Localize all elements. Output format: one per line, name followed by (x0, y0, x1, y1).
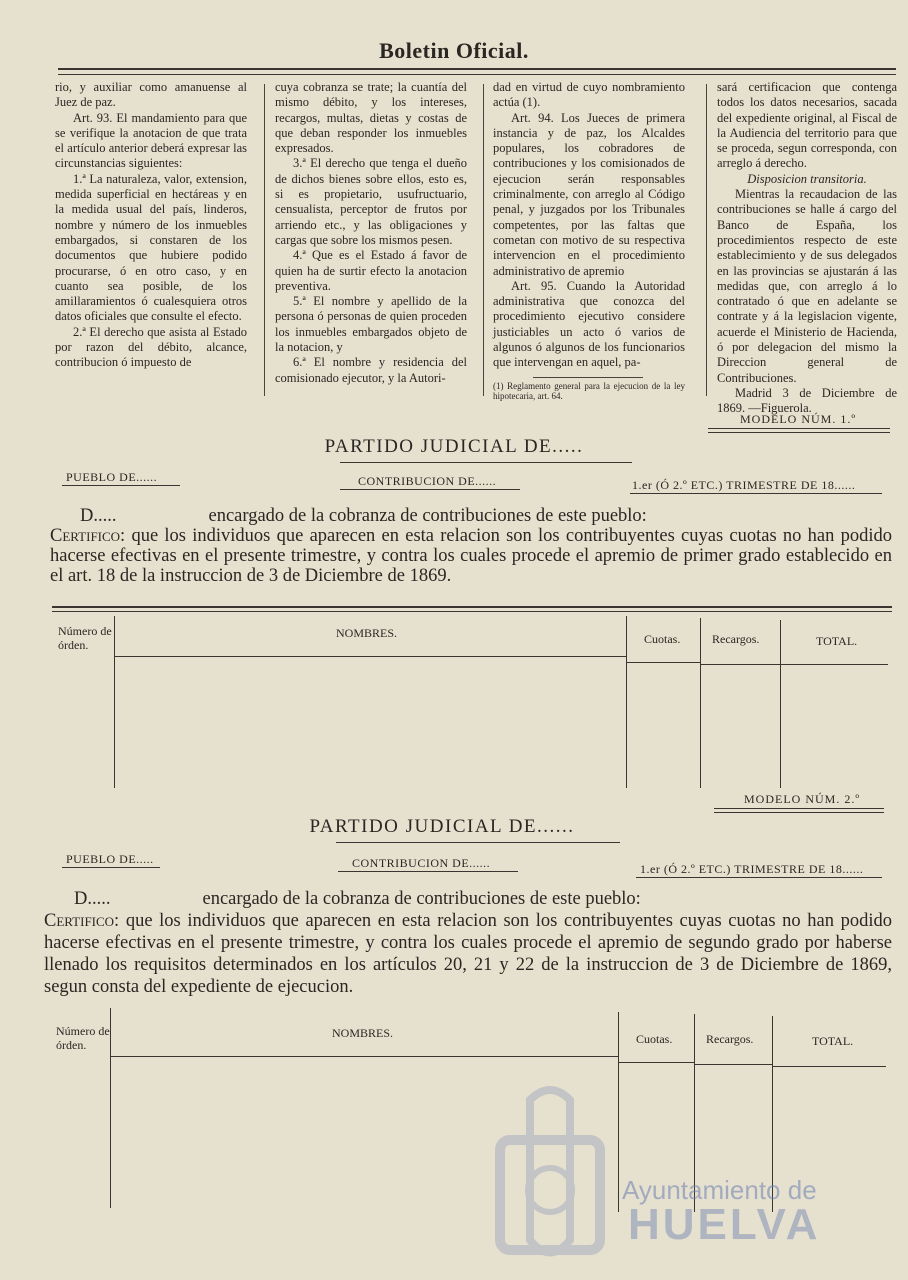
table-header-rule (780, 664, 888, 665)
paragraph: 3.ª El derecho que tenga el dueño de dichos bienes sobre ellos, esto es, si es propietario, usufructuario, censualista, perceptor de frutos por arriendo etc., y las obligaciones y cargas que sobre los mismos pesen. (275, 156, 467, 247)
paragraph: 2.ª El derecho que asista al Estado por razon del débito, alcance, contribucion ó impuesto de (55, 324, 247, 370)
table-header-rule (700, 664, 780, 665)
paragraph: dad en virtud de cuyo nombramiento actúa (1). (493, 80, 685, 110)
contribucion-rule (338, 871, 518, 872)
table-top-rule (52, 606, 892, 612)
contribucion-label: CONTRIBUCION DE...... (358, 474, 497, 488)
trimestre-label: 1.er (Ó 2.º ETC.) TRIMESTRE DE 18...... (632, 478, 856, 492)
watermark-line2: HUELVA (628, 1200, 821, 1249)
model-rule (714, 808, 884, 813)
certificate-text (50, 506, 892, 586)
watermark-line1: Ayuntamiento de (622, 1175, 817, 1205)
masthead-rule (58, 68, 896, 75)
paragraph: cuya cobranza se trate; la cuantía del mismo débito, y los intereses, recargos, multas, dietas y costas de que deban responder los inmuebles expresados. (275, 80, 467, 156)
table-column-line (114, 616, 115, 788)
col-total: TOTAL. (812, 1034, 854, 1048)
table-column-line (700, 618, 701, 788)
trimestre-rule (630, 493, 882, 494)
encargado-text: encargado de la cobranza de contribuciones de este pueblo: (202, 889, 641, 909)
col-cuotas: Cuotas. (644, 632, 681, 646)
table-header-rule (772, 1066, 886, 1067)
paragraph: Art. 93. El mandamiento para que se verifique la anotacion de que trata el artículo anterior deberá expresar las circunstancias siguientes: (55, 110, 247, 171)
footnote: (1) Reglamento general para la ejecucion de la ley hipotecaria, art. 64. (493, 380, 685, 401)
pueblo-rule (62, 867, 160, 868)
table-column-line (626, 616, 627, 788)
model-rule (708, 428, 890, 433)
certificate-body: que los individuos que aparecen en esta relacion son los contribuyentes cuyas cuotas no han podido hacerse efectivas en el presente trimestre, y contra los cuales procede el apremio de primer grado establecido en el art. 18 de la instruccion de 3 de Diciembre de 1869. (50, 526, 892, 586)
col-nombres: NOMBRES. (332, 1026, 394, 1040)
article-columns (55, 80, 897, 416)
col-numero-orden: Número de órden. (56, 1024, 110, 1052)
trimestre-rule (636, 877, 882, 878)
column-3 (493, 80, 685, 400)
certificate-body: que los individuos que aparecen en esta relacion son los contribuyentes cuyas cuotas no han podido hacerse efectivas en el presente trimestre, y contra los cuales procede el apremio de segundo grado por haberse llenado los requisitos determinados en los artículos 20, 21 y 22 de la instruccion de 3 de Diciembre de 1869, segun consta del expediente de ejecucion. (44, 911, 892, 997)
trimestre-label: 1.er (Ó 2.º ETC.) TRIMESTRE DE 18...... (640, 862, 864, 876)
table-header-rule (114, 656, 626, 657)
column-4 (717, 80, 897, 416)
certifico-label: Certifico: (50, 526, 126, 546)
col-nombres: NOMBRES. (336, 626, 398, 640)
d-placeholder: D..... (74, 889, 111, 909)
paragraph: 4.ª Que es el Estado á favor de quien ha de surtir efecto la anotacion preventiva. (275, 248, 467, 293)
signature-line: Madrid 3 de Diciembre de 1869. —Figuerola. (717, 385, 897, 416)
table-column-line (780, 620, 781, 788)
model-number: MODELO NÚM. 1.º (740, 412, 857, 426)
partido-heading: PARTIDO JUDICIAL DE..... (324, 436, 584, 457)
column-1 (55, 80, 247, 400)
table-header-rule (626, 662, 700, 663)
table-column-line (110, 1008, 111, 1208)
col-total: TOTAL. (816, 634, 858, 648)
paragraph: 1.ª La naturaleza, valor, extension, medida superficial en hectáreas y en la medida usual del país, linderos, nombre y número de los inmuebles embargados, si constaren de los documentos que hubiere podido procurarse, ó en otro caso, y en cuanto sea posible, de los amillaramientos ó cualesquiera otros datos oficiales que consulte el efecto. (55, 171, 247, 324)
table-header-rule (110, 1056, 618, 1057)
col-recargos: Recargos. (712, 632, 760, 646)
column-2 (275, 80, 467, 400)
paragraph: rio, y auxiliar como amanuense al Juez de paz. (55, 80, 247, 110)
section-heading: Disposicion transitoria. (747, 171, 867, 186)
contribucion-rule (340, 489, 520, 490)
d-placeholder: D..... (80, 506, 117, 526)
pueblo-rule (62, 485, 180, 486)
table-header-rule (694, 1064, 772, 1065)
paragraph: sará certificacion que contenga todos los datos necesarios, sacada del expediente original, al Fiscal de la Audiencia del territorio para que se proceda, segun corresponda, con arreglo á derecho. (717, 80, 897, 171)
masthead-title: Boletin Oficial. (379, 38, 529, 63)
paragraph: Art. 95. Cuando la Autoridad administrativa que conozca del procedimiento ejecutivo considere justiciables un acto ó varios de algunos ó algunos de los funcionarios que intervengan en aquel, pa- (493, 278, 685, 370)
model-number: MODELO NÚM. 2.º (744, 792, 861, 806)
paragraph: 5.ª El nombre y apellido de la persona ó personas de quien proceden los inmuebles embargados objeto de la notacion, y (275, 294, 467, 355)
certifico-label: Certifico: (44, 911, 120, 931)
pueblo-label: PUEBLO DE..... (66, 852, 154, 866)
footnote-rule (533, 377, 643, 378)
paragraph: 6.ª El nombre y residencia del comisionado ejecutor, y la Autori- (275, 355, 467, 385)
paragraph: Art. 94. Los Jueces de primera instancia y de paz, los Alcaldes populares, los cobradores de contribuciones y los comisionados de ejecucion serán responsables criminalmente, con arreglo al Código penal, y juzgados por los Tribunales competentes, por las faltas que cometan con motivo de su respectiva intervencion en el procedimiento administrativo de apremio (493, 110, 685, 278)
partido-rule (340, 462, 632, 463)
partido-rule (336, 842, 620, 843)
paragraph: Mientras la recaudacion de las contribuciones se halle á cargo del Banco de España, los procedimientos respecto de este establecimiento y de sus delegados en las provincias se ajustarán á las medidas que, con arreglo á lo contratado ó que en adelante se contrate y á la legislacion vigente, acuerde el Ministerio de Hacienda, ó por delegacion del mismo la Direccion general de Contribuciones. (717, 187, 897, 385)
partido-heading: PARTIDO JUDICIAL DE...... (309, 816, 575, 837)
col-numero-orden: Número de órden. (58, 624, 112, 652)
pueblo-label: PUEBLO DE...... (66, 470, 158, 484)
names-table (52, 606, 892, 790)
col-cuotas: Cuotas. (636, 1032, 673, 1046)
encargado-text: encargado de la cobranza de contribuciones de este pueblo: (208, 506, 647, 526)
contribucion-label: CONTRIBUCION DE...... (352, 856, 491, 870)
certificate-text (44, 888, 892, 998)
col-recargos: Recargos. (706, 1032, 754, 1046)
table-header-rule (618, 1062, 694, 1063)
